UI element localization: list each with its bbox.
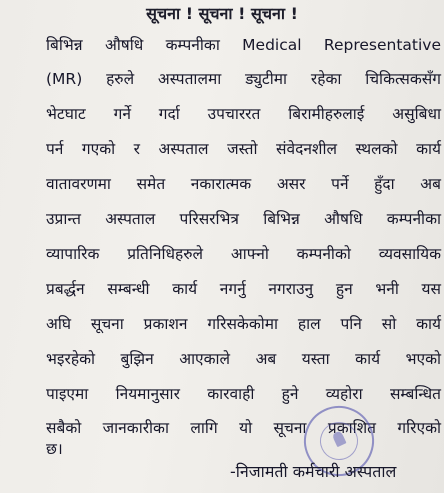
notice-line: भइरहेको बुझिन आएकाले अब यस्ता कार्य भएको: [46, 350, 441, 368]
notice-line: प्रबर्द्धन सम्बन्धी कार्य नगर्नु नगराउनु हुन भनी यस: [46, 280, 441, 298]
notice-line: छ।: [46, 440, 63, 458]
notice-line: भेटघाट गर्ने गर्दा उपचाररत बिरामीहरुलाई असुबिधा: [46, 105, 441, 123]
notice-line: बिभिन्न औषधि कम्पनीका Medical Representative: [46, 36, 441, 54]
notice-line: अघि सूचना प्रकाशन गरिसकेकोमा हाल पनि सो कार्य: [46, 315, 441, 333]
notice-line: पर्न गएको र अस्पताल जस्तो संवेदनशील स्थलको कार्य: [46, 140, 441, 158]
notice-line: व्यापारिक प्रतिनिधिहरुले आफ्नो कम्पनीको व्यवसायिक: [46, 245, 441, 263]
notice-line: पाइएमा नियमानुसार कारवाही हुने व्यहोरा सम्बन्धित: [46, 385, 441, 403]
notice-line: सबैको जानकारीका लागि यो सूचना प्रकाशित गरिएको: [46, 419, 441, 437]
notice-line: उप्रान्त अस्पताल परिसरभित्र बिभिन्न औषधि कम्पनीका: [46, 210, 441, 228]
notice-signature: -निजामती कर्मचारी अस्पताल: [230, 462, 397, 481]
notice-line: वातावरणमा समेत नकारात्मक असर पर्ने हुँदा अब: [46, 175, 441, 193]
notice-heading: सूचना ! सूचना ! सूचना !: [146, 4, 298, 23]
notice-line: (MR) हरुले अस्पतालमा ड्युटीमा रहेका चिकित्सकसँग: [46, 70, 441, 88]
